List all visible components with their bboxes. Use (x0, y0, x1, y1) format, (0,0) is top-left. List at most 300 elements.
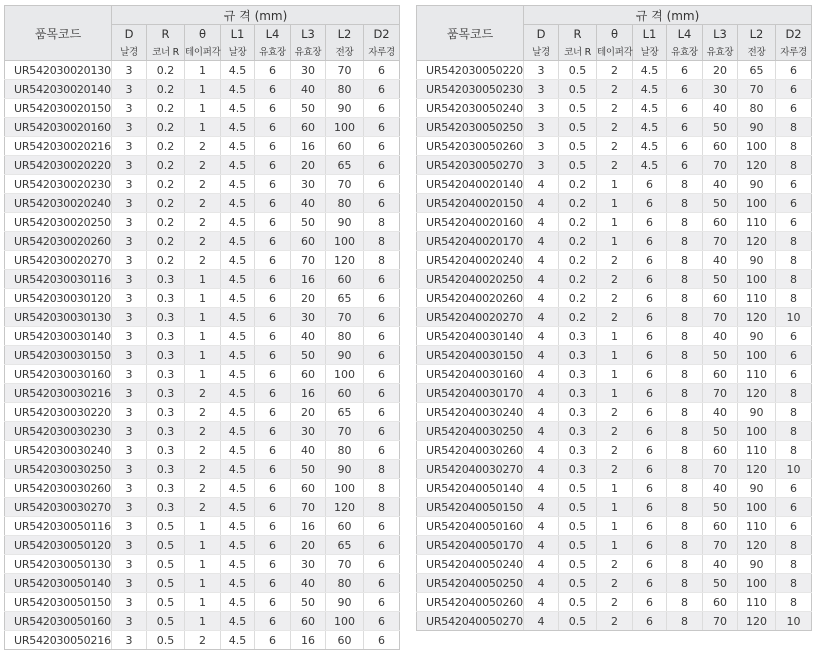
item-code-cell: UR542040030270 (417, 460, 524, 479)
l2-value-cell: 60 (326, 517, 364, 536)
l3-value-cell: 50 (703, 574, 738, 593)
l1-value-cell: 6 (633, 460, 667, 479)
spec-table-left-body (5, 61, 400, 650)
item-code-cell: UR542030020130 (5, 61, 112, 80)
col-r-label: 코너 R (559, 42, 597, 61)
theta-value-cell: 1 (597, 175, 633, 194)
l4-value-cell: 8 (667, 346, 703, 365)
l2-value-cell: 110 (738, 289, 776, 308)
d-value-cell: 3 (112, 536, 147, 555)
item-code-cell: UR542040020270 (417, 308, 524, 327)
item-code-cell: UR542030050250 (417, 118, 524, 137)
theta-value-cell: 1 (597, 517, 633, 536)
l3-value-cell: 50 (291, 213, 326, 232)
l4-value-cell: 8 (667, 536, 703, 555)
d-value-cell: 4 (524, 593, 559, 612)
l1-value-cell: 6 (633, 498, 667, 517)
item-code-cell: UR542040030250 (417, 422, 524, 441)
l4-value-cell: 6 (667, 137, 703, 156)
table-row (5, 460, 400, 479)
d2-value-cell: 8 (776, 555, 812, 574)
d2-value-cell: 6 (776, 194, 812, 213)
d2-value-cell: 6 (776, 479, 812, 498)
l1-value-cell: 6 (633, 612, 667, 631)
table-row (5, 308, 400, 327)
l4-value-cell: 8 (667, 517, 703, 536)
theta-value-cell: 1 (597, 194, 633, 213)
theta-value-cell: 2 (597, 99, 633, 118)
l3-value-cell: 16 (291, 270, 326, 289)
l4-value-cell: 6 (255, 175, 291, 194)
table-row (5, 479, 400, 498)
l3-value-cell: 50 (703, 498, 738, 517)
l2-value-cell: 110 (738, 365, 776, 384)
col-l2-label: 전장 (738, 42, 776, 61)
d2-value-cell: 6 (364, 118, 400, 137)
l3-value-cell: 20 (291, 289, 326, 308)
theta-value-cell: 1 (597, 365, 633, 384)
table-row (417, 422, 812, 441)
l3-value-cell: 30 (291, 555, 326, 574)
l2-value-cell: 80 (326, 327, 364, 346)
l4-value-cell: 6 (255, 555, 291, 574)
item-code-cell: UR542030030240 (5, 441, 112, 460)
d2-value-cell: 6 (776, 175, 812, 194)
d-value-cell: 3 (112, 631, 147, 650)
l2-value-cell: 110 (738, 517, 776, 536)
l4-value-cell: 6 (255, 365, 291, 384)
r-value-cell: 0.2 (147, 175, 185, 194)
col-l1-symbol: L1 (633, 25, 667, 43)
l2-value-cell: 100 (326, 365, 364, 384)
r-value-cell: 0.3 (147, 365, 185, 384)
col-l4-symbol: L4 (255, 25, 291, 43)
r-value-cell: 0.2 (559, 194, 597, 213)
l4-value-cell: 6 (667, 118, 703, 137)
table-row (417, 232, 812, 251)
item-code-cell: UR542030020140 (5, 80, 112, 99)
l3-value-cell: 40 (703, 403, 738, 422)
d2-value-cell: 6 (364, 536, 400, 555)
d-value-cell: 3 (112, 517, 147, 536)
col-theta-symbol: θ (597, 25, 633, 43)
l1-value-cell: 6 (633, 403, 667, 422)
l2-value-cell: 120 (738, 384, 776, 403)
theta-value-cell: 2 (597, 61, 633, 80)
r-value-cell: 0.3 (559, 441, 597, 460)
l2-value-cell: 60 (326, 384, 364, 403)
l2-value-cell: 70 (326, 308, 364, 327)
d-value-cell: 4 (524, 422, 559, 441)
r-value-cell: 0.5 (147, 574, 185, 593)
d2-value-cell: 8 (776, 593, 812, 612)
item-code-cell: UR542030020160 (5, 118, 112, 137)
d2-value-cell: 6 (364, 80, 400, 99)
col-d2-label: 자루경 (776, 42, 812, 61)
l4-value-cell: 8 (667, 232, 703, 251)
item-code-cell: UR542030050230 (417, 80, 524, 99)
l1-value-cell: 4.5 (221, 156, 255, 175)
l1-value-cell: 4.5 (221, 213, 255, 232)
d-value-cell: 3 (112, 232, 147, 251)
d-value-cell: 3 (112, 612, 147, 631)
l3-value-cell: 30 (291, 175, 326, 194)
l4-value-cell: 8 (667, 175, 703, 194)
item-code-cell: UR542030030250 (5, 460, 112, 479)
table-row (417, 460, 812, 479)
theta-value-cell: 1 (185, 536, 221, 555)
l3-value-cell: 50 (703, 422, 738, 441)
table-row (417, 536, 812, 555)
theta-value-cell: 1 (597, 384, 633, 403)
l1-value-cell: 6 (633, 479, 667, 498)
l4-value-cell: 6 (255, 517, 291, 536)
theta-value-cell: 2 (597, 460, 633, 479)
r-value-cell: 0.3 (559, 346, 597, 365)
table-row (5, 536, 400, 555)
d-value-cell: 3 (112, 289, 147, 308)
d2-value-cell: 6 (364, 137, 400, 156)
l3-value-cell: 16 (291, 384, 326, 403)
l4-value-cell: 6 (255, 441, 291, 460)
theta-value-cell: 2 (185, 460, 221, 479)
theta-value-cell: 2 (185, 194, 221, 213)
l2-value-cell: 60 (326, 270, 364, 289)
l2-value-cell: 90 (738, 251, 776, 270)
theta-value-cell: 2 (185, 479, 221, 498)
l2-value-cell: 65 (326, 289, 364, 308)
l3-value-cell: 60 (703, 213, 738, 232)
col-l4-label: 유효장 (667, 42, 703, 61)
item-code-cell: UR542040050240 (417, 555, 524, 574)
item-code-cell: UR542040050140 (417, 479, 524, 498)
item-code-cell: UR542030030270 (5, 498, 112, 517)
d2-value-cell: 8 (776, 232, 812, 251)
l4-value-cell: 8 (667, 327, 703, 346)
item-code-cell: UR542040050250 (417, 574, 524, 593)
l2-value-cell: 90 (738, 118, 776, 137)
l1-value-cell: 6 (633, 536, 667, 555)
d2-value-cell: 6 (364, 631, 400, 650)
l1-value-cell: 4.5 (221, 422, 255, 441)
l4-value-cell: 6 (255, 460, 291, 479)
d2-value-cell: 6 (776, 327, 812, 346)
l3-value-cell: 40 (291, 327, 326, 346)
theta-value-cell: 2 (597, 612, 633, 631)
l2-value-cell: 100 (738, 270, 776, 289)
l2-value-cell: 90 (738, 175, 776, 194)
l2-value-cell: 80 (326, 441, 364, 460)
l4-value-cell: 6 (255, 213, 291, 232)
l3-value-cell: 60 (291, 612, 326, 631)
theta-value-cell: 1 (185, 574, 221, 593)
d2-value-cell: 6 (364, 175, 400, 194)
d-value-cell: 3 (112, 593, 147, 612)
l3-value-cell: 60 (291, 232, 326, 251)
l1-value-cell: 6 (633, 555, 667, 574)
l4-value-cell: 8 (667, 213, 703, 232)
col-l4-symbol: L4 (667, 25, 703, 43)
table-row (417, 327, 812, 346)
table-row (5, 593, 400, 612)
d-value-cell: 3 (112, 175, 147, 194)
d-value-cell: 4 (524, 365, 559, 384)
l4-value-cell: 6 (255, 593, 291, 612)
table-row (417, 384, 812, 403)
l2-value-cell: 100 (738, 346, 776, 365)
r-value-cell: 0.2 (147, 232, 185, 251)
d2-value-cell: 6 (364, 384, 400, 403)
theta-value-cell: 2 (185, 498, 221, 517)
l2-value-cell: 120 (738, 536, 776, 555)
table-row (5, 365, 400, 384)
table-row (5, 80, 400, 99)
l1-value-cell: 4.5 (221, 536, 255, 555)
l4-value-cell: 8 (667, 365, 703, 384)
r-value-cell: 0.5 (559, 80, 597, 99)
l4-value-cell: 8 (667, 441, 703, 460)
col-l3-label: 유효장 (291, 42, 326, 61)
d2-value-cell: 6 (776, 346, 812, 365)
d-value-cell: 3 (112, 555, 147, 574)
col-l1-label: 날장 (633, 42, 667, 61)
item-code-cell: UR542030050216 (5, 631, 112, 650)
l1-value-cell: 4.5 (221, 441, 255, 460)
item-code-cell: UR542030050116 (5, 517, 112, 536)
item-code-cell: UR542040050150 (417, 498, 524, 517)
l1-value-cell: 4.5 (633, 156, 667, 175)
table-row (5, 232, 400, 251)
d-value-cell: 3 (524, 80, 559, 99)
l2-value-cell: 120 (326, 498, 364, 517)
l1-value-cell: 6 (633, 346, 667, 365)
table-row (417, 175, 812, 194)
d2-value-cell: 6 (364, 403, 400, 422)
theta-value-cell: 2 (185, 422, 221, 441)
d2-value-cell: 6 (364, 289, 400, 308)
l1-value-cell: 4.5 (221, 612, 255, 631)
l1-value-cell: 6 (633, 270, 667, 289)
theta-value-cell: 2 (597, 156, 633, 175)
l3-value-cell: 50 (703, 346, 738, 365)
l4-value-cell: 8 (667, 194, 703, 213)
l1-value-cell: 4.5 (633, 118, 667, 137)
item-code-cell: UR542030050260 (417, 137, 524, 156)
theta-value-cell: 1 (185, 289, 221, 308)
l2-value-cell: 120 (738, 156, 776, 175)
l2-value-cell: 120 (738, 460, 776, 479)
l2-value-cell: 60 (326, 631, 364, 650)
l1-value-cell: 4.5 (221, 270, 255, 289)
d-value-cell: 4 (524, 213, 559, 232)
l4-value-cell: 8 (667, 384, 703, 403)
l3-value-cell: 20 (291, 536, 326, 555)
table-row (417, 80, 812, 99)
theta-value-cell: 2 (597, 251, 633, 270)
d-value-cell: 3 (112, 99, 147, 118)
table-row (5, 498, 400, 517)
l3-value-cell: 20 (703, 61, 738, 80)
l4-value-cell: 6 (255, 80, 291, 99)
d2-value-cell: 8 (364, 479, 400, 498)
theta-value-cell: 2 (597, 137, 633, 156)
item-code-cell: UR542030030120 (5, 289, 112, 308)
item-code-cell: UR542030020250 (5, 213, 112, 232)
r-value-cell: 0.3 (559, 422, 597, 441)
l3-value-cell: 30 (291, 422, 326, 441)
d-value-cell: 4 (524, 270, 559, 289)
theta-value-cell: 2 (597, 555, 633, 574)
l4-value-cell: 8 (667, 460, 703, 479)
d2-value-cell: 6 (364, 99, 400, 118)
l3-value-cell: 30 (291, 61, 326, 80)
r-value-cell: 0.2 (147, 80, 185, 99)
l3-value-cell: 40 (703, 555, 738, 574)
l4-value-cell: 6 (255, 612, 291, 631)
l3-value-cell: 60 (703, 137, 738, 156)
l3-value-cell: 60 (291, 479, 326, 498)
table-row (417, 251, 812, 270)
l1-value-cell: 4.5 (221, 498, 255, 517)
d-value-cell: 3 (524, 137, 559, 156)
d-value-cell: 3 (112, 403, 147, 422)
col-l2-label: 전장 (326, 42, 364, 61)
item-code-cell: UR542030020240 (5, 194, 112, 213)
l2-value-cell: 80 (326, 80, 364, 99)
theta-value-cell: 2 (185, 403, 221, 422)
l3-value-cell: 70 (703, 460, 738, 479)
r-value-cell: 0.5 (559, 137, 597, 156)
l1-value-cell: 6 (633, 327, 667, 346)
r-value-cell: 0.5 (559, 118, 597, 137)
l2-value-cell: 120 (738, 232, 776, 251)
d2-value-cell: 8 (776, 251, 812, 270)
d-value-cell: 3 (524, 156, 559, 175)
table-row (5, 99, 400, 118)
r-value-cell: 0.2 (147, 118, 185, 137)
d-value-cell: 4 (524, 346, 559, 365)
d2-value-cell: 6 (364, 574, 400, 593)
d-value-cell: 3 (112, 270, 147, 289)
l3-value-cell: 60 (703, 441, 738, 460)
theta-value-cell: 1 (185, 327, 221, 346)
l4-value-cell: 8 (667, 555, 703, 574)
table-row (417, 118, 812, 137)
theta-value-cell: 2 (185, 137, 221, 156)
l4-value-cell: 6 (255, 99, 291, 118)
r-value-cell: 0.5 (147, 517, 185, 536)
r-value-cell: 0.3 (147, 441, 185, 460)
r-value-cell: 0.3 (147, 498, 185, 517)
col-d-symbol: D (112, 25, 147, 43)
l3-value-cell: 70 (703, 384, 738, 403)
l3-value-cell: 70 (703, 232, 738, 251)
l2-value-cell: 80 (326, 574, 364, 593)
table-row (417, 574, 812, 593)
theta-value-cell: 2 (597, 270, 633, 289)
spec-header: 규 격 (mm) (524, 6, 812, 25)
l2-value-cell: 65 (326, 156, 364, 175)
d-value-cell: 4 (524, 498, 559, 517)
l2-value-cell: 90 (738, 327, 776, 346)
item-code-cell: UR542030050220 (417, 61, 524, 80)
l1-value-cell: 6 (633, 213, 667, 232)
l4-value-cell: 6 (255, 422, 291, 441)
col-l2-symbol: L2 (738, 25, 776, 43)
r-value-cell: 0.2 (559, 289, 597, 308)
l1-value-cell: 6 (633, 593, 667, 612)
r-value-cell: 0.5 (559, 593, 597, 612)
l3-value-cell: 70 (703, 536, 738, 555)
r-value-cell: 0.2 (147, 156, 185, 175)
d2-value-cell: 8 (364, 251, 400, 270)
d2-value-cell: 6 (364, 612, 400, 631)
table-row (5, 631, 400, 650)
l4-value-cell: 6 (255, 403, 291, 422)
table-row (5, 384, 400, 403)
l3-value-cell: 60 (703, 593, 738, 612)
d-value-cell: 3 (112, 498, 147, 517)
r-value-cell: 0.2 (559, 175, 597, 194)
col-l3-symbol: L3 (703, 25, 738, 43)
l4-value-cell: 6 (255, 118, 291, 137)
l2-value-cell: 70 (326, 175, 364, 194)
l2-value-cell: 120 (738, 308, 776, 327)
theta-value-cell: 2 (185, 232, 221, 251)
item-code-cell: UR542040030240 (417, 403, 524, 422)
item-code-cell: UR542030030116 (5, 270, 112, 289)
item-code-cell: UR542030020220 (5, 156, 112, 175)
l2-value-cell: 90 (326, 346, 364, 365)
d2-value-cell: 6 (364, 346, 400, 365)
l2-value-cell: 110 (738, 213, 776, 232)
d2-value-cell: 8 (776, 422, 812, 441)
d2-value-cell: 6 (364, 61, 400, 80)
r-value-cell: 0.2 (559, 251, 597, 270)
table-row (417, 365, 812, 384)
d2-value-cell: 6 (776, 365, 812, 384)
theta-value-cell: 1 (597, 346, 633, 365)
l2-value-cell: 100 (326, 232, 364, 251)
item-code-cell: UR542040050170 (417, 536, 524, 555)
item-code-cell: UR542040020160 (417, 213, 524, 232)
r-value-cell: 0.3 (147, 384, 185, 403)
d-value-cell: 3 (524, 118, 559, 137)
d-value-cell: 4 (524, 327, 559, 346)
d2-value-cell: 6 (776, 80, 812, 99)
d-value-cell: 3 (112, 384, 147, 403)
d-value-cell: 3 (112, 479, 147, 498)
table-row (5, 156, 400, 175)
table-row (5, 441, 400, 460)
l2-value-cell: 80 (738, 99, 776, 118)
item-code-cell: UR542040020150 (417, 194, 524, 213)
d-value-cell: 3 (112, 574, 147, 593)
l1-value-cell: 4.5 (221, 289, 255, 308)
l3-value-cell: 70 (703, 612, 738, 631)
d-value-cell: 4 (524, 403, 559, 422)
d-value-cell: 3 (112, 422, 147, 441)
item-code-cell: UR542040020170 (417, 232, 524, 251)
l3-value-cell: 40 (703, 99, 738, 118)
l4-value-cell: 6 (255, 251, 291, 270)
item-code-cell: UR542030020270 (5, 251, 112, 270)
l1-value-cell: 6 (633, 517, 667, 536)
table-row (417, 346, 812, 365)
col-theta-label: 테이퍼각 (597, 42, 633, 61)
l2-value-cell: 100 (738, 574, 776, 593)
theta-value-cell: 2 (597, 118, 633, 137)
